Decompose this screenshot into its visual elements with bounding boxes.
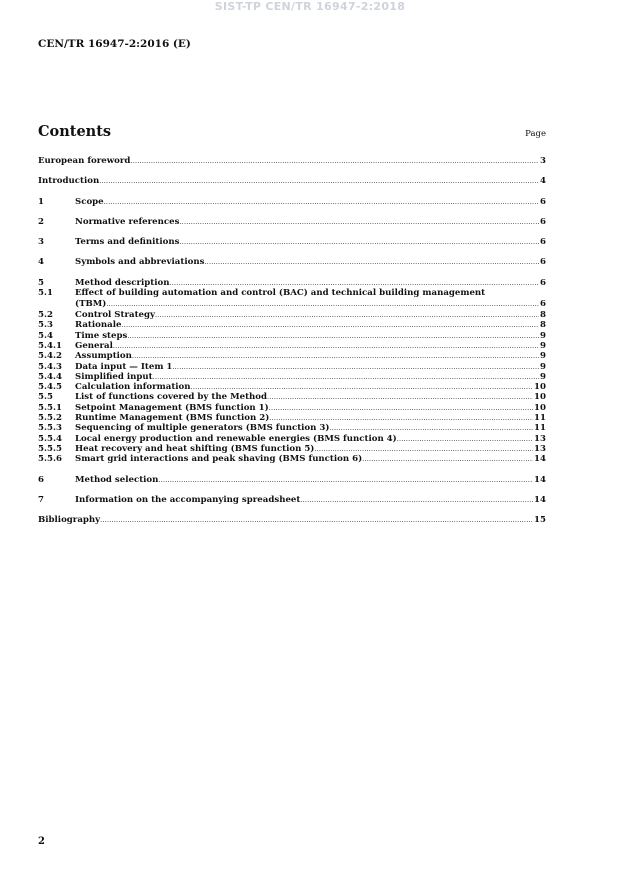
toc-entry-number: 5 (38, 277, 44, 288)
toc-dot-leader (158, 475, 533, 485)
toc-dot-leader (99, 176, 539, 186)
toc-entry-page: 14 (534, 494, 546, 505)
toc-dot-leader (314, 444, 533, 454)
toc-dot-leader (362, 454, 533, 464)
toc-entry-title: Rationale (75, 320, 122, 331)
toc-entry-page: 13 (534, 433, 546, 444)
toc-entry-page: 6 (540, 257, 546, 268)
toc-entry[interactable] (38, 331, 546, 341)
toc-entry-page: 9 (540, 351, 546, 362)
toc-entry[interactable] (38, 444, 546, 454)
contents-heading: Contents (38, 123, 112, 140)
toc-entry-title: Runtime Management (BMS function 2) (75, 413, 270, 424)
toc-entry-number: 5.4.2 (38, 351, 62, 362)
toc-entry-title: Information on the accompanying spreadsheet (75, 494, 301, 505)
toc-entry-title: Setpoint Management (BMS function 1) (75, 402, 269, 413)
toc-entry-number: 5.1 (38, 288, 53, 299)
table-of-contents (38, 156, 546, 525)
toc-entry[interactable] (38, 403, 546, 413)
toc-entry[interactable] (38, 372, 546, 382)
toc-entry[interactable] (38, 454, 546, 464)
toc-entry-number: 5.4.4 (38, 371, 62, 382)
toc-dot-leader (300, 495, 533, 505)
toc-entry[interactable] (38, 382, 546, 392)
toc-entry[interactable] (38, 320, 546, 330)
toc-dot-leader (269, 413, 533, 423)
page-number: 2 (38, 836, 45, 847)
toc-entry-page: 10 (534, 402, 546, 413)
toc-dot-leader (397, 434, 533, 444)
toc-entry-number: 5.5.3 (38, 423, 62, 434)
toc-entry-page: 9 (540, 371, 546, 382)
toc-entry[interactable] (38, 217, 546, 227)
toc-entry-title: Method selection (75, 474, 159, 485)
toc-entry-page: 3 (540, 156, 546, 166)
toc-entry-number: 5.2 (38, 310, 53, 321)
toc-entry-page: 14 (534, 454, 546, 465)
toc-entry-page: 13 (534, 443, 546, 454)
toc-dot-leader (104, 197, 539, 207)
toc-entry-number: 5.5 (38, 392, 53, 403)
toc-entry[interactable] (38, 392, 546, 402)
toc-entry-title: Calculation information (75, 382, 191, 393)
toc-entry-number: 2 (38, 216, 44, 227)
toc-entry-page: 11 (534, 413, 546, 424)
toc-entry-page: 6 (540, 216, 546, 227)
toc-entry[interactable] (38, 310, 546, 320)
toc-entry-page: 9 (540, 340, 546, 351)
toc-entry[interactable] (38, 156, 546, 166)
toc-entry[interactable] (38, 288, 546, 310)
toc-entry[interactable] (38, 413, 546, 423)
toc-entry-number: 5.4.1 (38, 340, 62, 351)
toc-entry-title: General (75, 340, 113, 351)
toc-entry[interactable] (38, 351, 546, 361)
toc-entry-page: 6 (540, 237, 546, 248)
toc-entry-title: Simplified input (75, 371, 153, 382)
toc-entry-page: 14 (534, 474, 546, 485)
toc-entry-page: 10 (534, 392, 546, 403)
toc-entry-title: Symbols and abbreviations (75, 257, 205, 268)
page-column-label: Page (525, 129, 546, 139)
toc-entry[interactable] (38, 434, 546, 444)
toc-dot-leader (179, 237, 539, 247)
toc-entry-page: 6 (540, 196, 546, 207)
toc-entry[interactable] (38, 423, 546, 433)
toc-entry-title: European foreword (38, 156, 131, 166)
toc-entry-number: 5.4.3 (38, 361, 62, 372)
toc-entry-page: 6 (540, 299, 546, 310)
toc-entry-title: Smart grid interactions and peak shaving (BMS function 6) (75, 454, 363, 465)
toc-entry-title: Assumption (75, 351, 132, 362)
toc-entry-number: 4 (38, 257, 44, 268)
toc-entry-title: Terms and definitions (75, 237, 180, 248)
toc-entry-page: 8 (540, 310, 546, 321)
toc-dot-leader (191, 382, 533, 392)
toc-dot-leader (170, 278, 540, 288)
toc-entry-number: 5.4 (38, 330, 53, 341)
toc-entry[interactable] (38, 341, 546, 351)
toc-entry-title: Control Strategy (75, 310, 156, 321)
toc-entry-number: 5.5.2 (38, 413, 62, 424)
toc-entry-number: 5.5.5 (38, 443, 62, 454)
toc-entry-title: Bibliography (38, 515, 101, 526)
toc-dot-leader (127, 331, 539, 341)
toc-entry-page: 15 (534, 515, 546, 526)
toc-entry-page: 11 (534, 423, 546, 434)
toc-entry-number: 5.5.4 (38, 433, 62, 444)
toc-dot-leader (172, 362, 539, 372)
toc-dot-leader (130, 156, 539, 166)
toc-entry-number: 7 (38, 494, 44, 505)
toc-dot-leader (153, 372, 539, 382)
toc-entry-title: Sequencing of multiple generators (BMS function 3) (75, 423, 330, 434)
toc-entry[interactable] (38, 278, 546, 288)
toc-entry[interactable] (38, 197, 546, 207)
toc-entry-number: 5.3 (38, 320, 53, 331)
toc-entry-title: (TBM) (75, 299, 107, 310)
toc-entry-page: 8 (540, 320, 546, 331)
toc-entry-page: 9 (540, 330, 546, 341)
toc-entry-number: 1 (38, 196, 44, 207)
toc-entry-title: Scope (75, 196, 104, 207)
toc-dot-leader (113, 341, 539, 351)
toc-dot-leader (269, 403, 533, 413)
toc-entry-title: Normative references (75, 216, 180, 227)
toc-dot-leader (179, 217, 539, 227)
toc-entry[interactable] (38, 257, 546, 267)
toc-entry-number: 3 (38, 237, 44, 248)
toc-entry[interactable] (38, 475, 546, 485)
toc-entry-number: 5.5.6 (38, 454, 62, 465)
toc-entry-title: List of functions covered by the Method (75, 392, 268, 403)
toc-entry-title: Heat recovery and heat shifting (BMS function 5) (75, 443, 315, 454)
toc-entry-number: 5.4.5 (38, 382, 62, 393)
document-id: CEN/TR 16947-2:2016 (E) (38, 38, 191, 50)
toc-entry-page: 10 (534, 382, 546, 393)
toc-entry[interactable] (38, 362, 546, 372)
toc-entry[interactable] (38, 176, 546, 186)
toc-dot-leader (106, 299, 539, 309)
toc-entry-number: 5.5.1 (38, 402, 62, 413)
toc-entry-page: 6 (540, 277, 546, 288)
toc-entry[interactable] (38, 237, 546, 247)
toc-dot-leader (204, 257, 539, 267)
toc-entry-title: Method description (75, 277, 170, 288)
toc-entry-page: 4 (540, 176, 546, 187)
toc-entry-title: Time steps (75, 330, 128, 341)
toc-dot-leader (329, 423, 533, 433)
toc-entry-page: 9 (540, 361, 546, 372)
toc-entry-title: Data input — Item 1 (75, 361, 173, 372)
toc-entry-title: Local energy production and renewable energies (BMS function 4) (75, 433, 397, 444)
toc-dot-leader (267, 392, 533, 402)
toc-entry-title-line1: Effect of building automation and control (BAC) and technical building management (75, 288, 486, 299)
toc-dot-leader (132, 351, 539, 361)
toc-entry[interactable] (38, 495, 546, 505)
toc-entry-title: Introduction (38, 176, 100, 187)
watermark: SIST-TP CEN/TR 16947-2:2018 (214, 0, 406, 13)
toc-entry-number: 6 (38, 474, 44, 485)
toc-dot-leader (121, 320, 539, 330)
toc-dot-leader (155, 310, 539, 320)
toc-entry[interactable] (38, 515, 546, 525)
toc-dot-leader (100, 515, 533, 525)
